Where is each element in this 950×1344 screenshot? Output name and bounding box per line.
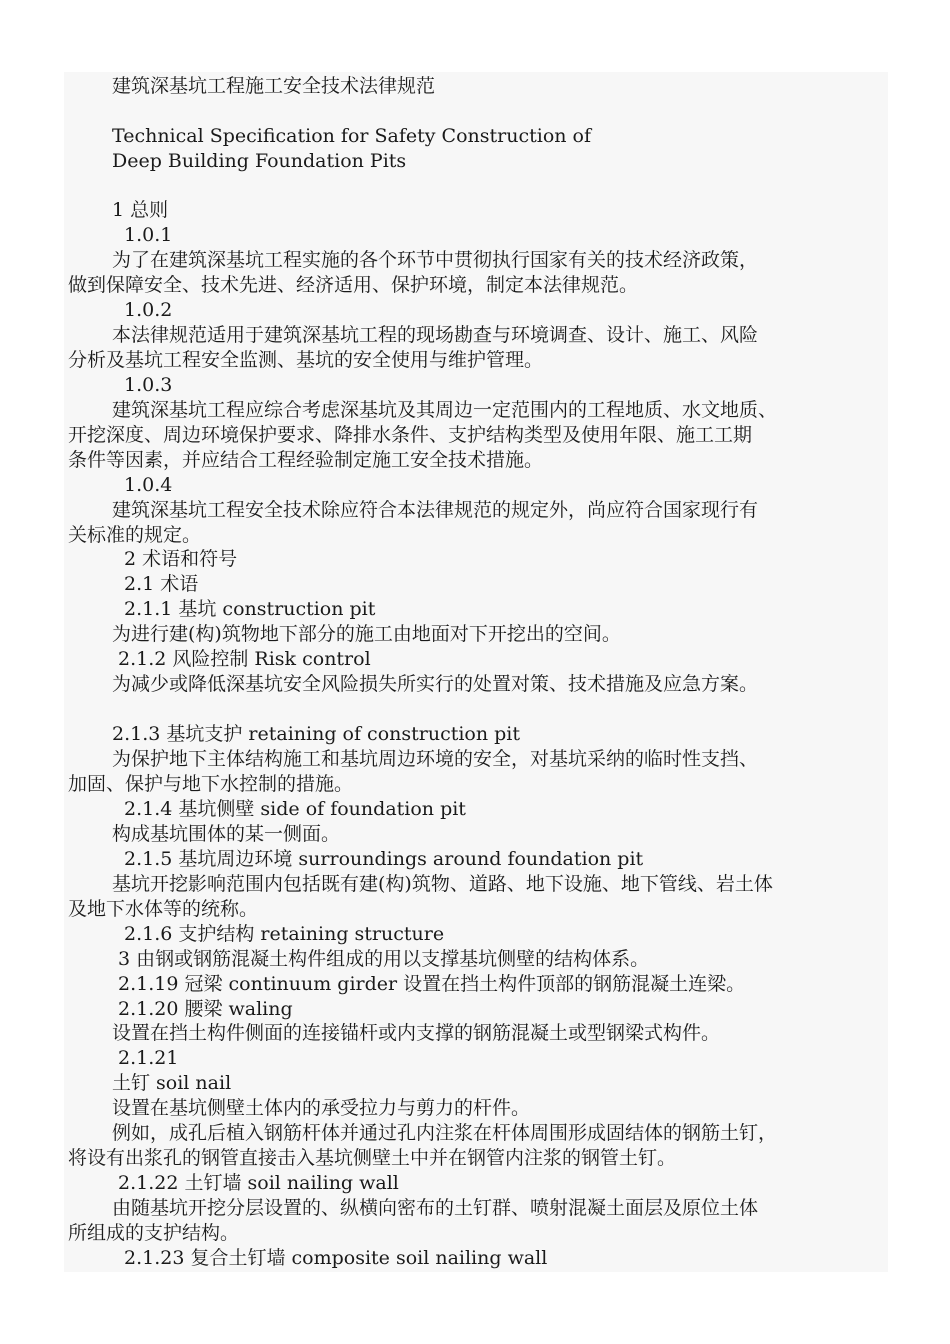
title-chinese: 建筑深基坑工程施工安全技术法律规范	[112, 75, 436, 97]
clause-1-0-1: 1.0.1	[124, 224, 173, 246]
paragraph-1-0-3-line3: 条件等因素，并应结合工程经验制定施工安全技术措施。	[68, 449, 544, 471]
title-english-line1: Technical Specification for Safety Construction of	[112, 125, 592, 147]
term-2-1-22: 2.1.22 土钉墙 soil nailing wall	[118, 1172, 399, 1194]
section-2-1-heading: 2.1 术语	[124, 573, 199, 595]
term-2-1-5: 2.1.5 基坑周边环境 surroundings around foundation pit	[124, 848, 644, 870]
term-2-1-20: 2.1.20 腰梁 waling	[118, 998, 293, 1020]
term-2-1-3: 2.1.3 基坑支护 retaining of construction pit	[112, 723, 521, 745]
clause-2-1-21: 2.1.21	[118, 1047, 179, 1069]
definition-2-1-1: 为进行建(构)筑物地下部分的施工由地面对下开挖出的空间。	[112, 623, 621, 645]
definition-2-1-3-line2: 加固、保护与地下水控制的措施。	[68, 773, 354, 795]
section-1-heading: 1 总则	[112, 199, 169, 221]
term-2-1-1: 2.1.1 基坑 construction pit	[124, 598, 376, 620]
paragraph-1-0-1-line1: 为了在建筑深基坑工程实施的各个环节中贯彻执行国家有关的技术经济政策，	[112, 249, 759, 271]
definition-2-1-21-line1: 设置在基坑侧壁土体内的承受拉力与剪力的杆件。	[112, 1097, 531, 1119]
clause-1-0-4: 1.0.4	[124, 474, 173, 496]
definition-2-1-5-line2: 及地下水体等的统称。	[68, 898, 259, 920]
term-2-1-4: 2.1.4 基坑侧壁 side of foundation pit	[124, 798, 466, 820]
paragraph-1-0-2-line1: 本法律规范适用于建筑深基坑工程的现场勘查与环境调查、设计、施工、风险	[112, 324, 759, 346]
definition-2-1-3-line1: 为保护地下主体结构施工和基坑周边环境的安全，对基坑采纳的临时性支挡、	[112, 748, 759, 770]
definition-2-1-5-line1: 基坑开挖影响范围内包括既有建(构)筑物、道路、地下设施、地下管线、岩土体	[112, 873, 773, 895]
clause-1-0-3: 1.0.3	[124, 374, 173, 396]
paragraph-1-0-1-line2: 做到保障安全、技术先进、经济适用、保护环境，制定本法律规范。	[68, 274, 639, 296]
clause-1-0-2: 1.0.2	[124, 299, 173, 321]
paragraph-1-0-4-line2: 关标准的规定。	[68, 524, 202, 546]
term-2-1-21: 土钉 soil nail	[112, 1072, 232, 1094]
definition-2-1-4: 构成基坑围体的某一侧面。	[112, 823, 341, 845]
paragraph-1-0-2-line2: 分析及基坑工程安全监测、基坑的安全使用与维护管理。	[68, 349, 544, 371]
paragraph-1-0-3-line2: 开挖深度、周边环境保护要求、降排水条件、支护结构类型及使用年限、施工工期	[68, 424, 753, 446]
section-2-heading: 2 术语和符号	[124, 548, 238, 570]
title-english-line2: Deep Building Foundation Pits	[112, 150, 407, 172]
term-2-1-6: 2.1.6 支护结构 retaining structure	[124, 923, 445, 945]
definition-2-1-6: 3 由钢或钢筋混凝土构件组成的用以支撑基坑侧壁的结构体系。	[118, 948, 650, 970]
paragraph-1-0-4-line1: 建筑深基坑工程安全技术除应符合本法律规范的规定外，尚应符合国家现行有	[112, 499, 759, 521]
paragraph-1-0-3-line1: 建筑深基坑工程应综合考虑深基坑及其周边一定范围内的工程地质、水文地质、	[112, 399, 778, 421]
definition-2-1-22-line2: 所组成的支护结构。	[68, 1222, 240, 1244]
term-2-1-23: 2.1.23 复合土钉墙 composite soil nailing wall	[124, 1247, 548, 1269]
definition-2-1-2: 为减少或降低深基坑安全风险损失所实行的处置对策、技术措施及应急方案。	[112, 673, 759, 695]
definition-2-1-20: 设置在挡土构件侧面的连接锚杆或内支撑的钢筋混凝土或型钢梁式构件。	[112, 1022, 721, 1044]
definition-2-1-21-line2: 例如，成孔后植入钢筋杆体并通过孔内注浆在杆体周围形成固结体的钢筋土钉，	[112, 1122, 778, 1144]
term-2-1-19: 2.1.19 冠梁 continuum girder 设置在挡土构件顶部的钢筋混凝土连梁。	[118, 973, 746, 995]
definition-2-1-22-line1: 由随基坑开挖分层设置的、纵横向密布的土钉群、喷射混凝土面层及原位土体	[112, 1197, 759, 1219]
term-2-1-2: 2.1.2 风险控制 Risk control	[118, 648, 371, 670]
definition-2-1-21-line3: 将设有出浆孔的钢管直接击入基坑侧壁土中并在钢管内注浆的钢管土钉。	[68, 1147, 677, 1169]
